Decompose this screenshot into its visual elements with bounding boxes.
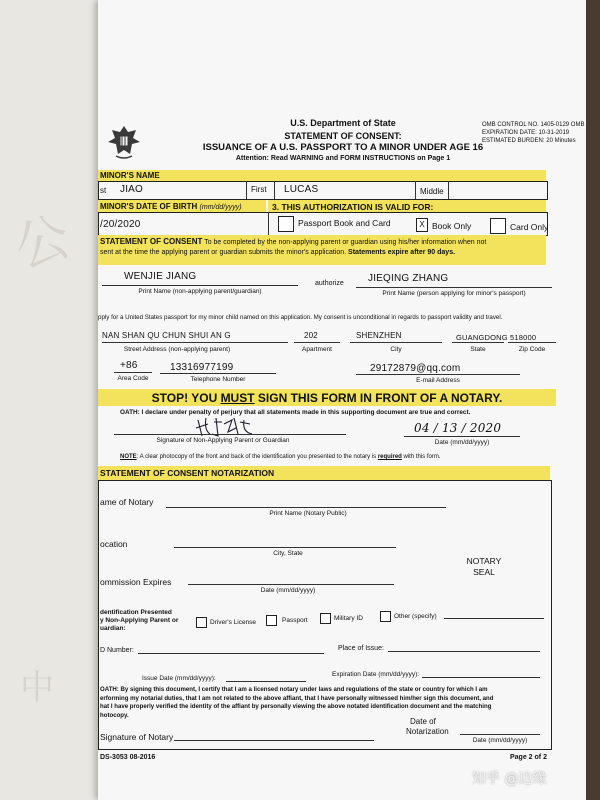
notary-name-line[interactable]	[166, 507, 446, 508]
card-only-checkbox[interactable]	[490, 218, 506, 234]
consent-intro-line1: To be completed by the non-applying parent or guardian using his/her information when not	[202, 239, 487, 246]
street-caption: Street Address (non-applying parent)	[123, 346, 231, 353]
middle-name-label: Middle	[420, 187, 444, 196]
background-char: 中	[20, 668, 54, 708]
dob-hint: (mm/dd/yyyy)	[199, 204, 242, 211]
apartment-field[interactable]: 202	[304, 331, 318, 340]
photocopy-note	[120, 454, 441, 460]
note-required: required	[377, 454, 402, 460]
state-field[interactable]: GUANGDONG	[456, 333, 508, 342]
consent-heading: STATEMENT OF CONSENT	[100, 237, 203, 246]
dob-label: MINOR'S DATE OF BIRTH	[100, 202, 198, 211]
consent-intro-line2: sent at the time the applying parent or guardian submits the minor's application.	[100, 249, 349, 256]
omb-expiration: EXPIRATION DATE: 10-31-2019	[482, 130, 570, 136]
book-and-card-label: Passport Book and Card	[298, 218, 391, 228]
minor-name-band	[98, 170, 546, 181]
minor-name-heading: MINOR'S NAME	[100, 171, 160, 180]
commission-label: ommission Expires	[100, 577, 172, 587]
other-id-checkbox[interactable]	[380, 611, 391, 622]
email-caption: E-mail Address	[416, 377, 460, 384]
notarization-heading: STATEMENT OF CONSENT NOTARIZATION	[100, 468, 275, 478]
underline	[452, 342, 504, 343]
notary-signature-line[interactable]	[174, 740, 374, 741]
applying-name-caption: Print Name (person applying for minor's passport)	[382, 290, 526, 297]
area-code-caption: Area Code	[117, 375, 149, 382]
consent-intro	[100, 237, 486, 258]
zip-caption: Zip Code	[518, 346, 546, 353]
notarization-date-caption: Date (mm/dd/yyyy)	[472, 737, 528, 744]
applying-name-field[interactable]: JIEQING ZHANG	[368, 273, 449, 284]
issue-date-label: Issue Date (mm/dd/yyyy):	[142, 675, 216, 682]
underline	[102, 285, 298, 286]
dob-heading	[100, 202, 242, 211]
dob-field[interactable]: /20/2020	[100, 219, 141, 230]
note-text-after: with this form.	[401, 454, 441, 460]
underline	[294, 342, 340, 343]
location-caption: City, State	[273, 550, 303, 557]
notary-seal-line2: SEAL	[473, 567, 495, 577]
street-field[interactable]: NAN SHAN QU CHUN SHUI AN G	[102, 331, 231, 340]
divider	[415, 181, 416, 199]
notary-seal-line1: NOTARY	[466, 556, 502, 566]
divider	[246, 181, 247, 199]
omb-control: OMB CONTROL NO. 1405-0129 OMB	[482, 122, 585, 128]
notary-name-caption: Print Name (Notary Public)	[269, 510, 347, 517]
notarization-date-line[interactable]	[460, 734, 540, 735]
place-of-issue-line[interactable]	[388, 651, 540, 652]
notarization-date-label-line2: Notarization	[406, 727, 449, 736]
id-number-label: D Number:	[100, 647, 134, 654]
underline	[356, 374, 520, 375]
id-label-line2: y Non-Applying Parent or	[100, 617, 179, 624]
notary-oath	[100, 686, 493, 720]
id-label-line1: dentification Presented	[100, 609, 172, 616]
stop-text-must: MUST	[220, 391, 255, 405]
notary-oath-line3: hat I have properly verified the identity of the affiant by personally viewing the above notated identification document and the matching	[100, 703, 492, 711]
authorization-heading: 3. THIS AUTHORIZATION IS VALID FOR:	[272, 202, 434, 212]
form-title: STATEMENT OF CONSENT:	[284, 131, 402, 141]
expiration-date-label: Expiration Date (mm/dd/yyyy):	[332, 671, 420, 678]
non-applying-name-field[interactable]: WENJIE JIANG	[124, 271, 197, 282]
underline	[508, 342, 556, 343]
background-char: 公	[6, 204, 78, 281]
book-only-label: Book Only	[432, 221, 472, 231]
first-name-field[interactable]: LUCAS	[284, 184, 319, 195]
book-only-checkbox[interactable]: X	[416, 218, 428, 232]
signature-date-caption: Date (mm/dd/yyyy)	[434, 439, 490, 446]
place-of-issue-label: Place of Issue:	[338, 645, 384, 652]
divider	[274, 181, 275, 199]
notary-signature-label: Signature of Notary	[100, 732, 174, 742]
underline	[114, 372, 152, 373]
omb-burden: ESTIMATED BURDEN: 20 Minutes	[482, 138, 576, 144]
divider	[268, 212, 269, 235]
city-caption: City	[390, 346, 402, 353]
underline	[404, 436, 520, 437]
divider	[448, 181, 449, 199]
location-line[interactable]	[174, 547, 396, 548]
underline	[356, 287, 552, 288]
notary-oath-line2: erforming my notarial duties, that I am not related to the above affiant, that I have personally witnessed him/her sign this document, and	[100, 694, 494, 702]
last-name-label: st	[100, 186, 107, 195]
consent-statement: pply for a United States passport for my minor child named on this application. My consent is unconditional in regards to passport validity and travel.	[98, 314, 503, 321]
authorize-word: authorize	[315, 280, 344, 287]
commission-caption: Date (mm/dd/yyyy)	[260, 587, 316, 594]
agency-name: U.S. Department of State	[290, 118, 396, 128]
drivers-license-label: Driver's License	[210, 619, 257, 626]
underline	[114, 434, 346, 435]
middle-name-field[interactable]	[450, 182, 545, 198]
area-code-field[interactable]: +86	[120, 360, 138, 371]
issue-date-line[interactable]	[226, 681, 306, 682]
note-text-before: : A clear photocopy of the front and back of the identification you presented to the notary is	[136, 454, 378, 460]
signature-date-field[interactable]: 04 / 13 / 2020	[414, 421, 502, 435]
last-name-field[interactable]: JIAO	[120, 184, 144, 195]
form-subtitle: ISSUANCE OF A U.S. PASSPORT TO A MINOR UNDER AGE 16	[202, 142, 484, 153]
passport-label: Passport	[282, 617, 308, 624]
stop-text-after: SIGN THIS FORM IN FRONT OF A NOTARY.	[254, 391, 503, 405]
underline	[102, 342, 288, 343]
background-page	[0, 0, 107, 800]
location-label: ocation	[100, 539, 128, 549]
phone-field[interactable]: 13316977199	[170, 362, 234, 373]
non-applying-name-caption: Print Name (non-applying parent/guardian)	[138, 288, 262, 295]
underline	[350, 342, 442, 343]
first-name-label: First	[251, 185, 267, 194]
commission-line[interactable]	[188, 584, 394, 585]
attention-note: Attention: Read WARNING and FORM INSTRUCTIONS on Page 1	[235, 155, 451, 162]
card-only-label: Card Only	[510, 222, 549, 232]
form-id: DS-3053 08-2016	[100, 754, 156, 761]
notary-oath-line4: hotocopy.	[100, 711, 129, 719]
other-id-label: Other (specify)	[394, 613, 437, 620]
consent-expire-note: Statements expire after 90 days.	[348, 249, 456, 256]
phone-caption: Telephone Number	[190, 376, 246, 383]
passport-checkbox[interactable]	[266, 615, 277, 626]
notarization-date-label-line1: Date of	[410, 717, 436, 726]
email-field[interactable]: 29172879@qq.com	[370, 363, 461, 374]
notary-name-label: ame of Notary	[100, 497, 154, 507]
apartment-caption: Apartment	[302, 346, 332, 353]
oath-text: OATH: I declare under penalty of perjury that all statements made in this supporting document are true and correct.	[120, 409, 471, 416]
city-field[interactable]: SHENZHEN	[356, 331, 402, 340]
zip-field[interactable]: 518000	[510, 333, 537, 342]
id-label-line3: uardian:	[100, 625, 126, 632]
note-label: NOTE	[120, 454, 137, 460]
page-number: Page 2 of 2	[510, 754, 547, 761]
military-id-checkbox[interactable]	[320, 613, 331, 624]
form-page	[98, 0, 586, 800]
military-id-label: Military ID	[334, 615, 363, 622]
eagle-seal-icon	[106, 122, 142, 162]
expiration-date-line[interactable]	[422, 677, 540, 678]
notary-oath-line1: OATH: By signing this document, I certify that I am a licensed notary under laws and regulations of the state or country for which I am	[100, 686, 488, 693]
signature-caption: Signature of Non-Applying Parent or Guardian	[156, 437, 290, 444]
id-presented-label	[100, 609, 178, 633]
id-number-line[interactable]	[138, 653, 324, 654]
other-id-line[interactable]	[444, 618, 544, 619]
book-and-card-checkbox[interactable]	[278, 216, 294, 232]
state-caption: State	[470, 346, 486, 353]
table-surface	[586, 0, 600, 800]
stop-warning	[98, 391, 556, 405]
underline	[160, 373, 276, 374]
stop-text-before: STOP! YOU	[151, 391, 221, 405]
site-watermark: 知乎 @边缘	[472, 771, 547, 787]
drivers-license-checkbox[interactable]	[196, 617, 207, 628]
